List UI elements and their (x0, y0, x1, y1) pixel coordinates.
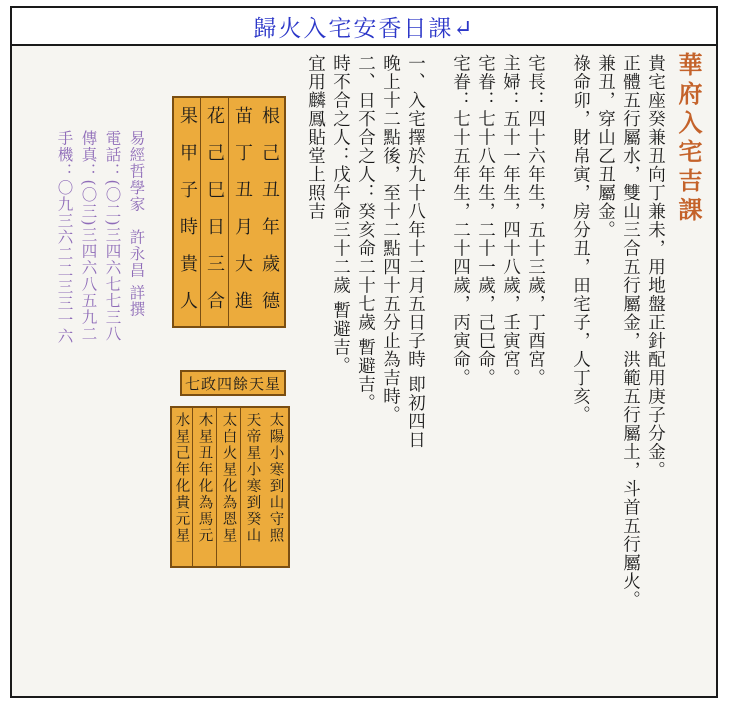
heading: 華府入宅吉課 (674, 52, 703, 226)
qizheng-col-3 (216, 408, 240, 566)
schedule-line-2: 晚上十二點後，至十二點四十五分止為吉時。 (380, 54, 401, 424)
qizheng-col-1 (264, 408, 288, 566)
title-bar (10, 6, 718, 46)
member-line-4: 宅眷：七十五年生，二十四歲，丙寅命。 (450, 54, 471, 387)
house-info-line-3: 兼丑，穿山乙丑屬金。 (595, 54, 616, 239)
schedule-line-4: 時不合之人：戊午命三十二歲 暫避吉。 (330, 54, 351, 376)
qizheng-label: 七政四餘天星 (180, 370, 286, 396)
pillar-month (228, 98, 256, 326)
pillar-hour-text: 果甲子時貴人 (177, 106, 198, 328)
house-info-line-1: 貴宅座癸兼丑向丁兼未，用地盤正針配用庚子分金。 (645, 54, 666, 480)
qizheng-line-1: 太陽小寒到山守照 (267, 412, 284, 544)
document-title: 歸火入宅安香日課↵ (253, 15, 475, 42)
pillar-year (256, 98, 284, 326)
document-body (10, 46, 718, 698)
house-info-line-4: 祿命卯，財帛寅，房分丑，田宅子，人丁亥。 (570, 54, 591, 424)
qizheng-col-2 (240, 408, 264, 566)
qizheng-panel (170, 406, 290, 568)
schedule-line-3: 二、日不合之人：癸亥命二十七歲 暫避吉。 (355, 54, 376, 413)
pillar-day (200, 98, 228, 326)
pillar-month-text: 苗丁丑月大進 (232, 106, 253, 328)
pillar-year-text: 根己丑年歲德 (259, 106, 280, 328)
pillar-day-text: 花己巳日三合 (204, 106, 225, 328)
house-info-line-2: 正體五行屬水，雙山三合五行屬金，洪範五行屬土，斗首五行屬火。 (620, 54, 641, 609)
phone-line: 電話：(〇二)三四六七七三八 (103, 130, 122, 343)
author-line: 易經哲學家 許永昌 詳撰 (127, 130, 146, 318)
pillar-hour (173, 98, 200, 326)
fax-line: 傳真：(〇三)三四六八五九二 (79, 130, 98, 343)
mobile-line: 手機：〇九三六二二三三一六 (55, 130, 74, 345)
qizheng-line-4: 木星丑年化為馬元 (196, 412, 213, 544)
qizheng-line-3: 太白火星化為恩星 (220, 412, 237, 544)
member-line-2: 主婦：五十一年生，四十八歲，壬寅宮。 (500, 54, 521, 387)
schedule-line-5: 宜用麟鳳貼堂上照吉 (305, 54, 326, 221)
qizheng-col-5 (170, 408, 192, 566)
member-line-1: 宅長：四十六年生，五十三歲，丁酉宮。 (525, 54, 546, 387)
qizheng-line-5: 水星己年化貴元星 (173, 412, 190, 544)
qizheng-line-2: 天帝星小寒到癸山 (244, 412, 261, 544)
schedule-line-1: 一、入宅擇於九十八年十二月五日子時 即初四日 (405, 54, 426, 450)
member-line-3: 宅眷：七十八年生，二十一歲，己巳命。 (475, 54, 496, 387)
pillars-panel (172, 96, 286, 328)
qizheng-col-4 (192, 408, 216, 566)
